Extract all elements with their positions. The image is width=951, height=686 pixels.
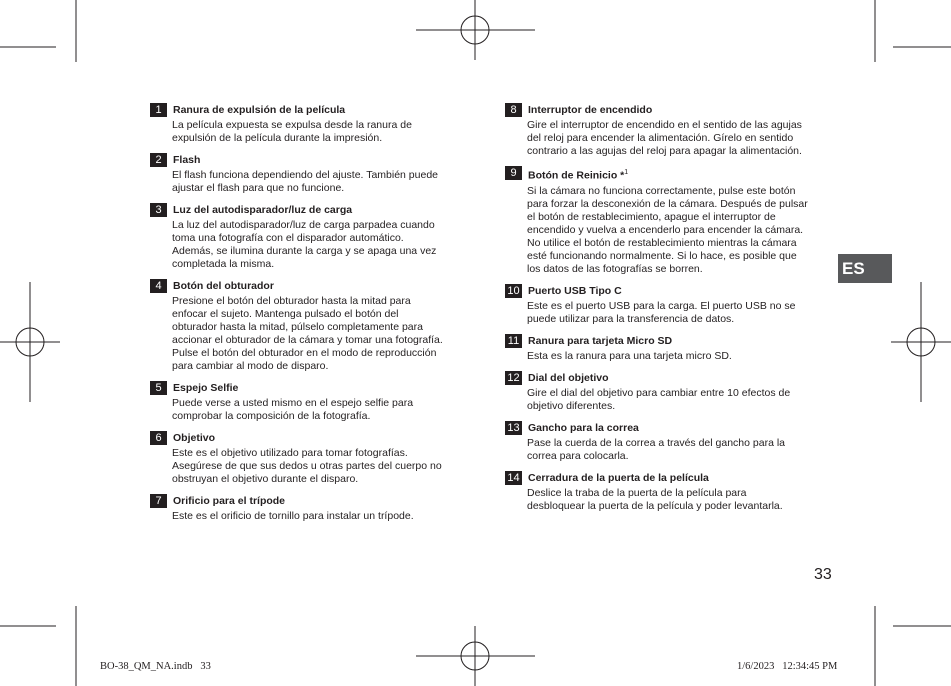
item-number-badge: 2 <box>150 153 167 167</box>
item-number-badge: 13 <box>505 421 522 435</box>
item-number-badge: 4 <box>150 279 167 293</box>
page-number: 33 <box>814 566 832 583</box>
item-description: Puede verse a usted mismo en el espejo selfie para comprobar la composición de la fotografía. <box>172 397 414 422</box>
item-description: Este es el puerto USB para la carga. El puerto USB no se puede utilizar para la transferencia de datos. <box>527 299 796 325</box>
list-item <box>505 420 845 463</box>
item-description: Esta es la ranura para una tarjeta micro SD. <box>527 349 732 362</box>
item-title: Dial del objetivo <box>528 371 609 384</box>
list-item <box>150 430 480 486</box>
item-title: Luz del autodisparador/luz de carga <box>173 204 353 216</box>
item-title: Orificio para el trípode <box>173 495 286 507</box>
item-title: Ranura de expulsión de la película <box>173 104 346 116</box>
item-description: La película expuesta se expulsa desde la ranura de expulsión de la película durante la impresión. <box>172 119 412 144</box>
item-number-badge: 14 <box>505 471 522 485</box>
list-item <box>505 165 845 276</box>
item-title: Cerradura de la puerta de la película <box>528 471 709 484</box>
registration-mark-left <box>0 282 60 402</box>
list-item <box>150 102 480 145</box>
item-description: Este es el objetivo utilizado para tomar fotografías. Asegúrese de que sus dedos u otras partes del cuerpo no obstruyan el objetivo durante el disparo. <box>172 447 442 485</box>
list-item <box>505 333 845 363</box>
registration-mark-right <box>891 282 951 402</box>
item-description: Pase la cuerda de la correa a través del gancho para la correa para colocarla. <box>527 436 785 462</box>
item-title: Ranura para tarjeta Micro SD <box>528 334 673 347</box>
item-title: Espejo Selfie <box>173 382 239 394</box>
list-item <box>150 152 480 195</box>
list-item <box>505 102 845 158</box>
item-number-badge: 1 <box>150 103 167 117</box>
list-item <box>505 470 845 513</box>
item-title: Flash <box>173 154 201 166</box>
list-item <box>150 493 480 523</box>
item-number-badge: 3 <box>150 203 167 217</box>
item-description: Gire el dial del objetivo para cambiar entre 10 efectos de objetivo diferentes. <box>527 386 791 412</box>
item-description: Deslice la traba de la puerta de la película para desbloquear la puerta de la película y poder levantarla. <box>527 486 783 512</box>
item-title: Interruptor de encendido <box>528 104 653 116</box>
print-slug-timestamp: 1/6/2023 12:34:45 PM <box>737 661 838 672</box>
item-number-badge: 11 <box>505 334 522 348</box>
item-title: Puerto USB Tipo C <box>528 284 622 297</box>
item-description: Gire el interruptor de encendido en el sentido de las agujas del reloj para encender la alimentación. Gírelo en sentido contrario a las agujas del reloj para apagar la alimentación. <box>527 119 802 157</box>
item-description: Presione el botón del obturador hasta la mitad para enfocar el sujeto. Mantenga pulsado el botón del obturador hasta la mitad, púlselo completamente para accionar el obturador de la cámara y tomar una fotografía. Pulse el botón del obturador en el modo de reproducción para cambiar al modo de disparo. <box>172 295 443 372</box>
left-column <box>150 102 480 530</box>
item-number-badge: 7 <box>150 494 167 508</box>
registration-mark-bottom <box>416 626 535 686</box>
list-item <box>505 370 845 413</box>
list-item <box>150 380 480 423</box>
item-number-badge: 6 <box>150 431 167 445</box>
footnote-marker: 1 <box>624 169 629 176</box>
item-description: El flash funciona dependiendo del ajuste. También puede ajustar el flash para que no funcione. <box>172 169 439 194</box>
list-item <box>505 283 845 326</box>
list-item <box>150 278 480 373</box>
item-number-badge: 10 <box>505 284 522 298</box>
item-description: Si la cámara no funciona correctamente, pulse este botón para forzar la desconexión de la cámara. Después de pulsar el botón de restablecimiento, apague el interruptor de encendido y vuelva a encenderlo para encender la cámara. No utilice el botón de restablecimiento mientras la cámara esté funcionando normalmente. Si lo hace, es posible que los datos de las fotografías se borren. <box>527 184 808 275</box>
registration-mark-top <box>416 0 535 60</box>
item-description: Este es el orificio de tornillo para instalar un trípode. <box>172 510 414 522</box>
right-column <box>505 102 845 520</box>
item-number-badge: 12 <box>505 371 522 385</box>
item-title: Gancho para la correa <box>528 421 639 434</box>
list-item <box>150 202 480 271</box>
item-number-badge: 8 <box>505 103 522 117</box>
item-number-badge: 5 <box>150 381 167 395</box>
item-title: Objetivo <box>173 432 216 444</box>
item-title: Botón del obturador <box>173 280 274 292</box>
item-title: Botón de Reinicio *$^1$ <box>528 169 629 182</box>
language-tab: ES <box>838 254 892 283</box>
item-number-badge: 9 <box>505 166 522 180</box>
print-slug-file: BO-38_QM_NA.indb 33 <box>100 661 211 672</box>
item-description: La luz del autodisparador/luz de carga parpadea cuando toma una fotografía con el disparador automático. Además, se ilumina durante la carga y se apaga una vez completada la misma. <box>172 219 437 270</box>
